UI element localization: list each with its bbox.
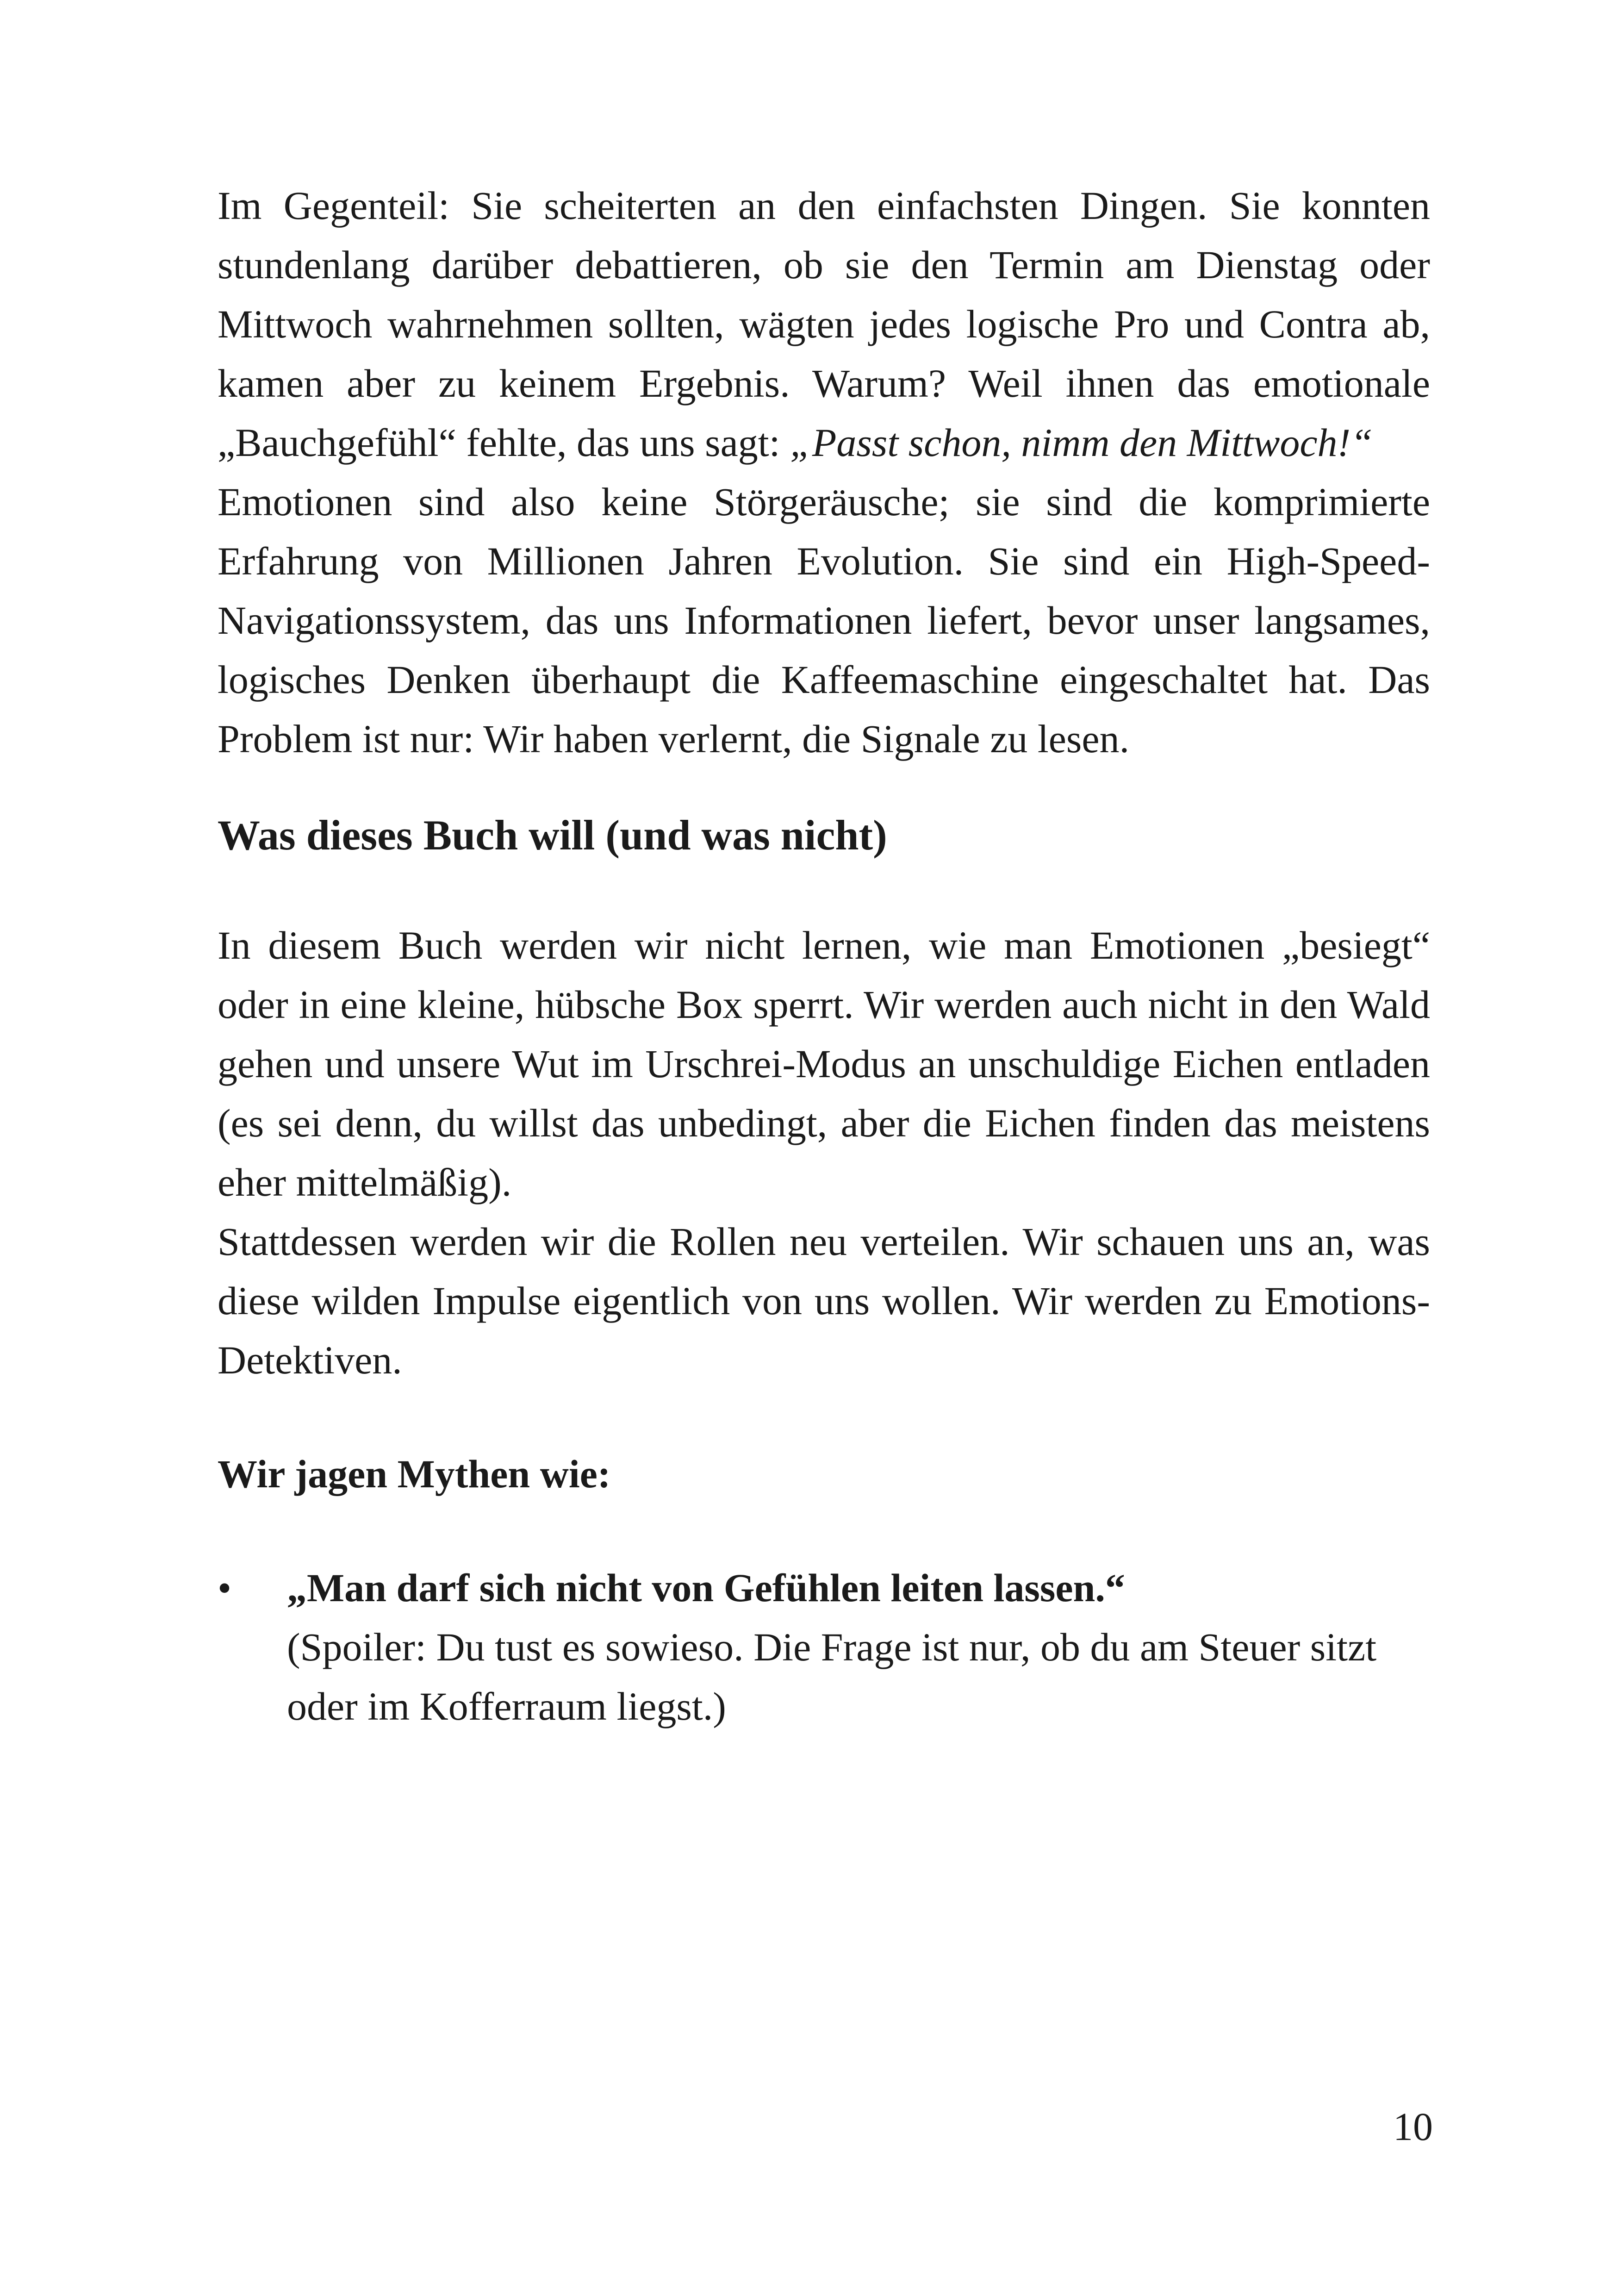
paragraph-4: Stattdessen werden wir die Rollen neu verteilen. Wir schauen uns an, was diese wilden Impulse eigentlich von uns wollen. Wir werden zu Emotions-Detektiven.	[218, 1219, 1430, 1382]
spacer	[218, 1504, 1430, 1558]
bullet-icon: •	[218, 1566, 232, 1610]
section-heading: Was dieses Buch will (und was nicht)	[218, 811, 887, 859]
paragraph-1-quote: „Passt schon, nimm den Mittwoch!“	[790, 420, 1373, 465]
page-number: 10	[1393, 2104, 1433, 2149]
spacer	[218, 1390, 1430, 1444]
myth-comment: (Spoiler: Du tust es sowieso. Die Frage ist nur, ob du am Steuer sitzt oder im Kofferraum liegst.)	[287, 1625, 1377, 1728]
myth-title: „Man darf sich nicht von Gefühlen leiten lassen.“	[287, 1566, 1125, 1610]
paragraph-1	[218, 176, 1430, 472]
myth-list	[218, 1558, 1430, 1736]
paragraph-1-text: Im Gegenteil: Sie scheiterten an den einfachsten Dingen. Sie konnten stundenlang darüber debattieren, ob sie den Termin am Dienstag oder Mittwoch wahrnehmen sollten, wägten jedes logische Pro und Contra ab, kamen aber zu keinem Ergebnis. Warum? Weil ihnen das emotionale „Bauchgefühl“ fehlte, das uns sagt:	[218, 183, 1430, 465]
spacer	[218, 865, 1430, 916]
paragraph-2: Emotionen sind also keine Störgeräusche; sie sind die komprimierte Erfahrung von Millionen Jahren Evolution. Sie sind ein High-Speed-Navigationssystem, das uns Informationen liefert, bevor unser langsames, logisches Denken überhaupt die Kaffeemaschine eingeschaltet hat. Das Problem ist nur: Wir haben verlernt, die Signale zu lesen.	[218, 480, 1430, 761]
list-heading: Wir jagen Mythen wie:	[218, 1452, 611, 1496]
list-item	[218, 1558, 1430, 1736]
spacer	[218, 768, 1430, 805]
paragraph-3: In diesem Buch werden wir nicht lernen, wie man Emotionen „besiegt“ oder in eine kleine, hübsche Box sperrt. Wir werden auch nicht in den Wald gehen und unsere Wut im Urschrei-Modus an unschuldige Eichen entladen (es sei denn, du willst das unbedingt, aber die Eichen finden das meistens eher mittelmäßig).	[218, 923, 1430, 1204]
page-content	[218, 176, 1430, 1736]
